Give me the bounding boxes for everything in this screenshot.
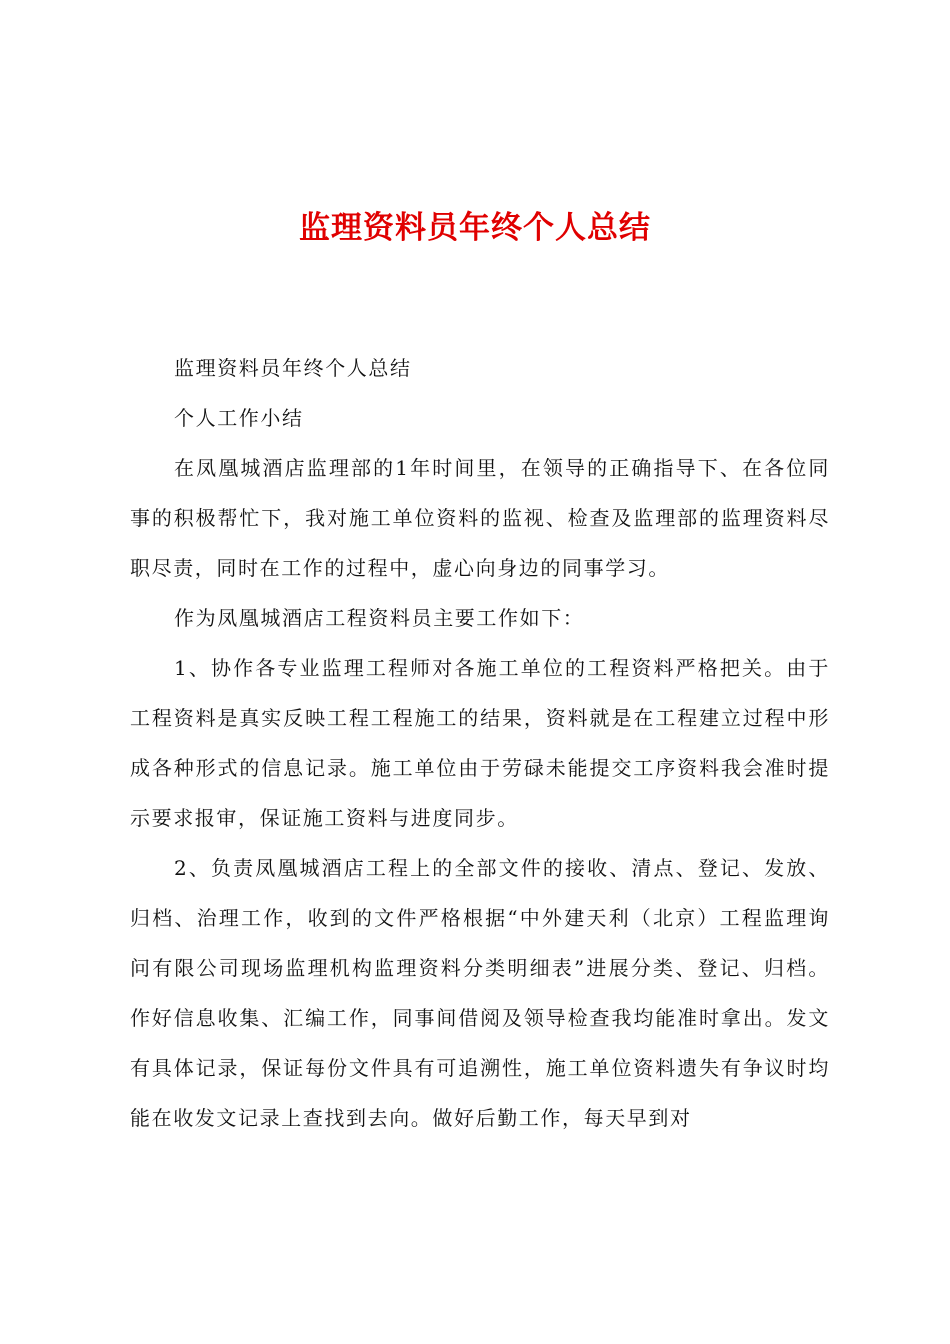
- paragraph-heading: 监理资料员年终个人总结: [174, 356, 412, 380]
- paragraph-item-1: 1、协作各专业监理工程师对各施工单位的工程资料严格把关。由于工程资料是真实反映工程工程施工的结果，资料就是在工程建立过程中形成各种形式的信息记录。施工单位由于劳碌未能提交工序资料我会准时提示要求报审，保证施工资料与进度同步。: [130, 656, 830, 830]
- document-title: 监理资料员年终个人总结: [299, 210, 651, 246]
- paragraph-intro: 在凤凰城酒店监理部的1年时间里，在领导的正确指导下、在各位同事的积极帮忙下，我对施工单位资料的监视、检查及监理部的监理资料尽职尽责，同时在工作的过程中，虚心向身边的同事学习。: [130, 456, 830, 580]
- paragraph-subheading: 个人工作小结: [174, 406, 304, 430]
- paragraph-item-2: 2、负责凤凰城酒店工程上的全部文件的接收、清点、登记、发放、归档、治理工作，收到的文件严格根据“中外建天利（北京）工程监理询问有限公司现场监理机构监理资料分类明细表”进展分类、登记、归档。作好信息收集、汇编工作，同事间借阅及领导检查我均能准时拿出。发文有具体记录，保证每份文件具有可追溯性，施工单位资料遗失有争议时均能在收发文记录上查找到去向。做好后勤工作，每天早到对: [130, 856, 830, 1130]
- paragraph-work-list-intro: 作为凤凰城酒店工程资料员主要工作如下：: [174, 606, 585, 630]
- document-body: [130, 343, 830, 1143]
